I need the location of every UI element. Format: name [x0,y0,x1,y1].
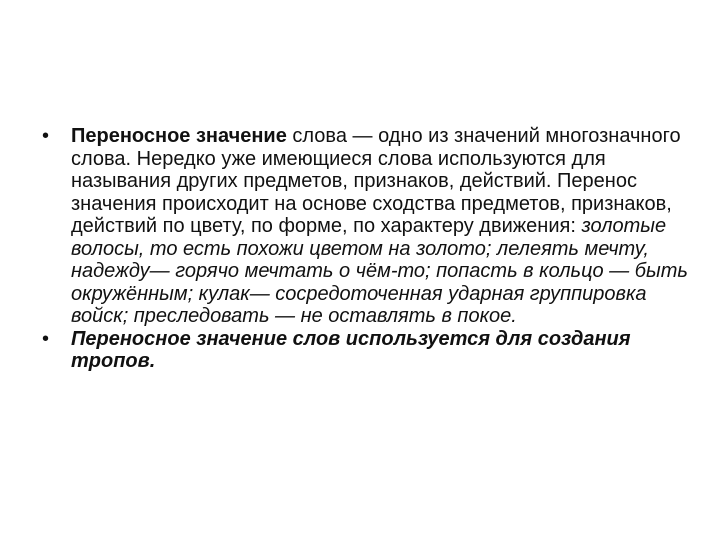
bullet-item-tropes [42,328,692,373]
bullet-marker: • [42,125,50,147]
examples-italic: золотые волосы, то есть похожи цветом на золото; лелеять мечту, надежду— горячо мечтать о чём-то; попасть в кольцо — быть окружённым; кулак— сосредоточенная ударная группировка войск; преследовать — не оставлять в покое. [71,215,688,327]
term-bold: Переносное значение [71,125,287,147]
tropes-text: Переносное значение слов используется для создания тропов. [71,327,631,372]
bullet-list [42,125,692,373]
bullet-item-definition [42,125,692,328]
bullet-marker: • [42,327,50,350]
definition-text: слова — одно из значений многозначного слова. Нередко уже имеющиеся слова используются для называния других предметов, признаков, действий. Перенос значения происходит на основе сходства предметов, признаков, действий по цвету, по форме, по характеру движения: [71,125,681,237]
